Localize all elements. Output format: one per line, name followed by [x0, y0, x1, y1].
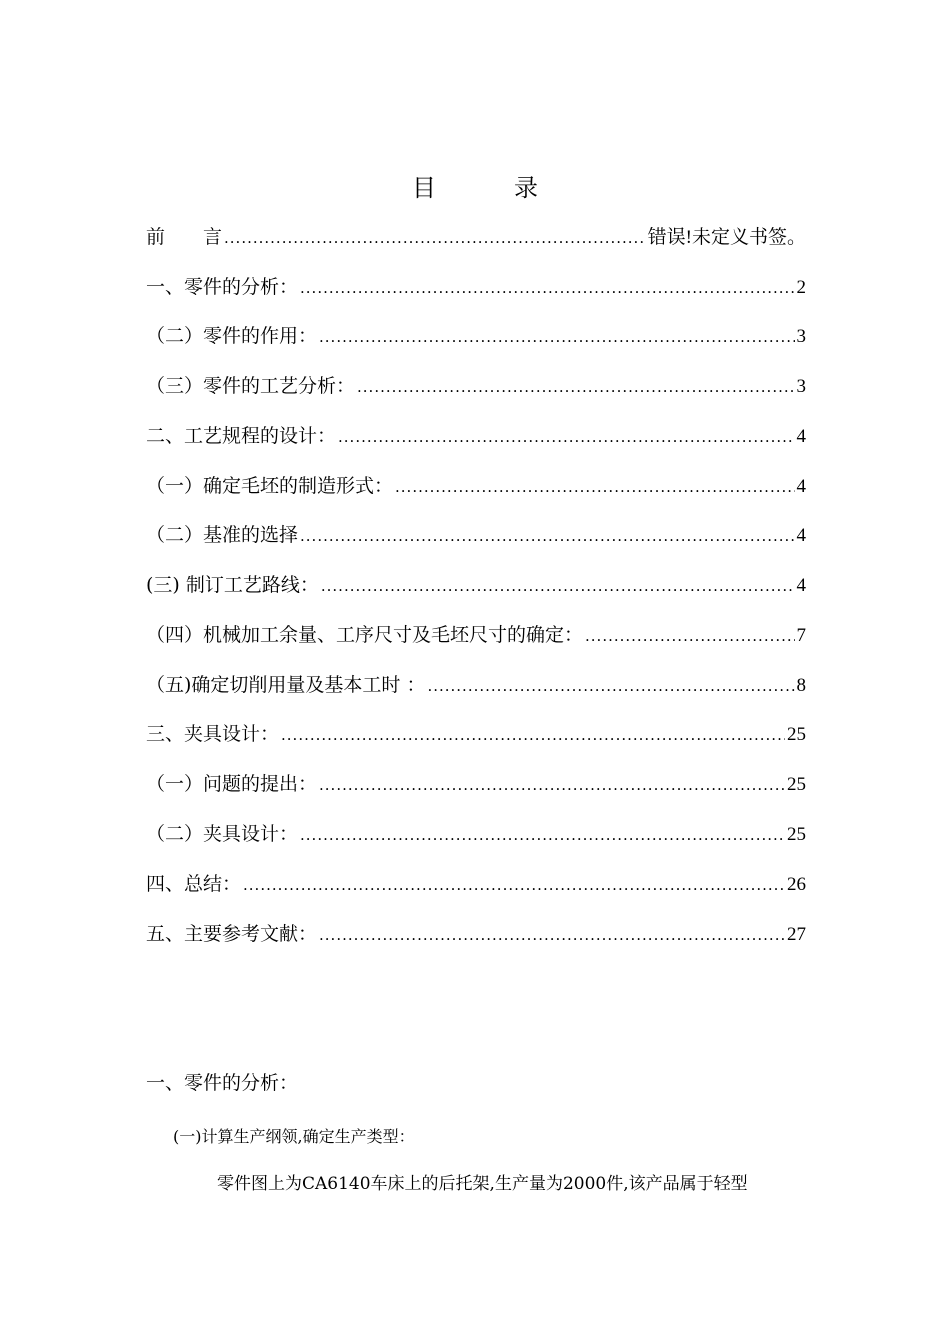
toc-entry-label: 二、工艺规程的设计： — [146, 425, 337, 447]
toc-page-number: 25 — [787, 774, 806, 795]
toc-leader — [243, 870, 785, 900]
toc-entry-fixture-design[interactable] — [146, 719, 806, 749]
toc-leader — [585, 621, 794, 651]
toc-entry-datum-selection[interactable] — [146, 520, 806, 550]
toc-page-number: 26 — [787, 874, 806, 895]
toc-page-number: 4 — [796, 426, 806, 447]
toc-entry-references[interactable] — [146, 919, 806, 949]
toc-page-number: 3 — [796, 326, 806, 347]
toc-entry-label: 五、主要参考文献： — [146, 923, 318, 945]
toc-entry-label: （一）确定毛坯的制造形式： — [146, 475, 394, 497]
toc-page-number: 8 — [796, 675, 806, 696]
toc-leader — [321, 571, 795, 601]
toc-page-number: 4 — [796, 525, 806, 546]
toc-page-number: 4 — [796, 476, 806, 497]
toc-leader — [427, 671, 794, 701]
toc-entry-part-function[interactable] — [146, 321, 806, 351]
toc-page-number: 2 — [796, 277, 806, 298]
toc-page-number: 3 — [796, 376, 806, 397]
toc-entry-label: (三) 制订工艺路线： — [146, 574, 319, 596]
toc-entry-fixture-design-sub[interactable] — [146, 819, 806, 849]
toc-entry-label: （一）问题的提出： — [146, 773, 318, 795]
toc-entry-label: （二）零件的作用： — [146, 325, 318, 347]
toc-entry-label: （二）夹具设计： — [146, 823, 299, 845]
toc-leader — [338, 422, 794, 452]
toc-entry-label: 四、总结： — [146, 873, 242, 895]
toc-leader — [319, 322, 794, 352]
toc-entry-label: （五)确定切削用量及基本工时 ： — [146, 674, 426, 696]
toc-entry-process-route[interactable] — [146, 570, 806, 600]
body-paragraph: 零件图上为CA6140车床上的后托架,生产量为2000件,该产品属于轻型 — [217, 1174, 748, 1194]
section-heading: 一、零件的分析： — [146, 1072, 299, 1094]
toc-title-left: 目 — [412, 174, 436, 202]
toc-entry-label: （四）机械加工余量、工序尺寸及毛坯尺寸的确定： — [146, 624, 584, 646]
toc-leader — [319, 920, 785, 950]
toc-entry-process-analysis[interactable] — [146, 371, 806, 401]
toc-leader — [300, 521, 794, 551]
toc-entry-label: （三）零件的工艺分析： — [146, 375, 356, 397]
toc-entry-process-design[interactable] — [146, 421, 806, 451]
toc-leader — [300, 273, 794, 303]
toc-page-number: 4 — [796, 575, 806, 596]
toc-leader — [319, 770, 785, 800]
toc-leader — [357, 372, 794, 402]
toc-entry-problem-statement[interactable] — [146, 769, 806, 799]
toc-page-number: 25 — [787, 824, 806, 845]
toc-entry-machining-allowance[interactable] — [146, 620, 806, 650]
toc-entry-blank-form[interactable] — [146, 471, 806, 501]
toc-page-number: 错误!未定义书签。 — [647, 227, 806, 248]
subsection-heading: (一)计算生产纲领,确定生产类型： — [173, 1127, 415, 1146]
toc-title-right: 录 — [514, 174, 538, 202]
toc-entry-cutting-parameters[interactable] — [146, 670, 806, 700]
toc-entry-label: 一、零件的分析： — [146, 276, 299, 298]
toc-entry-label: 前 言 — [146, 226, 223, 248]
toc-page-number: 7 — [796, 625, 806, 646]
toc-entry-label: 三、夹具设计： — [146, 723, 280, 745]
toc-leader — [281, 720, 785, 750]
toc-page-number: 27 — [787, 924, 806, 945]
toc-entry-preface[interactable] — [146, 222, 806, 252]
toc-leader — [300, 820, 785, 850]
toc-entry-summary[interactable] — [146, 869, 806, 899]
toc-leader — [395, 472, 794, 502]
toc-title — [0, 168, 950, 203]
toc-entry-part-analysis[interactable] — [146, 272, 806, 302]
toc-page-number: 25 — [787, 724, 806, 745]
toc-leader — [224, 223, 646, 253]
toc-entry-label: （二）基准的选择 — [146, 524, 299, 546]
